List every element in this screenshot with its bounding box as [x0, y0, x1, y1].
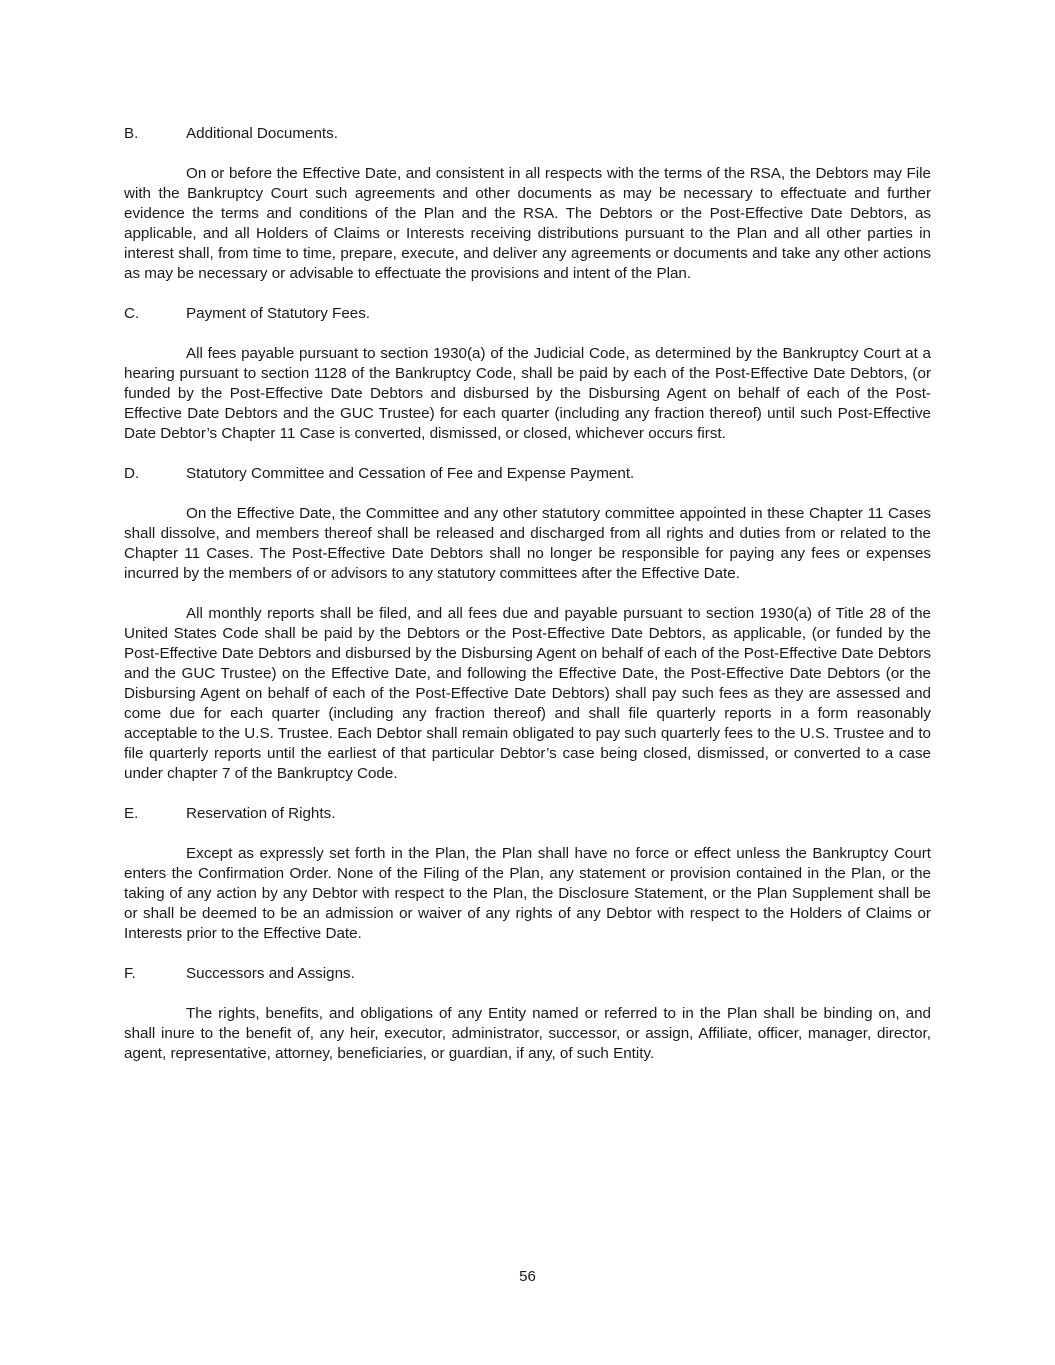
section-heading-b: [124, 124, 931, 144]
section-letter: F.: [124, 965, 136, 982]
section-letter: E.: [124, 805, 139, 822]
section-heading-e: [124, 804, 931, 824]
section-title: Additional Documents.: [186, 125, 338, 142]
body-paragraph: Except as expressly set forth in the Plan, the Plan shall have no force or effect unless the Bankruptcy Court enters the Confirmation Order. None of the Filing of the Plan, any statement or provision contained in the Plan, or the taking of any action by any Debtor with respect to the Plan, the Disclosure Statement, or the Plan Supplement shall be or shall be deemed to be an admission or waiver of any rights of any Debtor with respect to the Holders of Claims or Interests prior to the Effective Date.: [124, 845, 931, 942]
page-number: 56: [519, 1268, 536, 1285]
section-heading-d: [124, 464, 931, 484]
section-title: Reservation of Rights.: [186, 805, 336, 822]
section-title: Successors and Assigns.: [186, 965, 355, 982]
section-letter: D.: [124, 465, 140, 482]
body-paragraph: The rights, benefits, and obligations of any Entity named or referred to in the Plan shall be binding on, and shall inure to the benefit of, any heir, executor, administrator, successor, or assign, Affiliate, officer, manager, director, agent, representative, attorney, beneficiaries, or guardian, if any, of such Entity.: [124, 1005, 931, 1062]
section-letter: C.: [124, 305, 140, 322]
section-title: Statutory Committee and Cessation of Fee and Expense Payment.: [186, 465, 635, 482]
body-paragraph: On the Effective Date, the Committee and any other statutory committee appointed in these Chapter 11 Cases shall dissolve, and members thereof shall be released and discharged from all rights and duties from or related to the Chapter 11 Cases. The Post-Effective Date Debtors shall no longer be responsible for paying any fees or expenses incurred by the members of or advisors to any statutory committees after the Effective Date.: [124, 505, 931, 582]
document-page: [124, 124, 931, 1064]
section-heading-c: [124, 304, 931, 324]
section-heading-f: [124, 964, 931, 984]
body-paragraph: All fees payable pursuant to section 1930(a) of the Judicial Code, as determined by the Bankruptcy Court at a hearing pursuant to section 1128 of the Bankruptcy Code, shall be paid by each of the Post-Effective Date Debtors, (or funded by the Post-Effective Date Debtors and disbursed by the Disbursing Agent on behalf of each of the Post-Effective Date Debtors and the GUC Trustee) for each quarter (including any fraction thereof) until such Post-Effective Date Debtor’s Chapter 11 Case is converted, dismissed, or closed, whichever occurs first.: [124, 345, 931, 442]
section-title: Payment of Statutory Fees.: [186, 305, 371, 322]
section-letter: B.: [124, 125, 139, 142]
body-paragraph: All monthly reports shall be filed, and all fees due and payable pursuant to section 1930(a) of Title 28 of the United States Code shall be paid by the Debtors or the Post-Effective Date Debtors, as applicable, (or funded by the Post-Effective Date Debtors and disbursed by the Disbursing Agent on behalf of each of the Post-Effective Date Debtors and the GUC Trustee) on the Effective Date, and following the Effective Date, the Post-Effective Date Debtors (or the Disbursing Agent on behalf of each of the Post-Effective Date Debtors) shall pay such fees as they are assessed and come due for each quarter (including any fraction thereof) and shall file quarterly reports in a form reasonably acceptable to the U.S. Trustee. Each Debtor shall remain obligated to pay such quarterly fees to the U.S. Trustee and to file quarterly reports until the earliest of that particular Debtor’s case being closed, dismissed, or converted to a case under chapter 7 of the Bankruptcy Code.: [124, 605, 931, 782]
body-paragraph: On or before the Effective Date, and consistent in all respects with the terms of the RSA, the Debtors may File with the Bankruptcy Court such agreements and other documents as may be necessary to effectuate and further evidence the terms and conditions of the Plan and the RSA. The Debtors or the Post-Effective Date Debtors, as applicable, and all Holders of Claims or Interests receiving distributions pursuant to the Plan and all other parties in interest shall, from time to time, prepare, execute, and deliver any agreements or documents and take any other actions as may be necessary or advisable to effectuate the provisions and intent of the Plan.: [124, 165, 931, 282]
